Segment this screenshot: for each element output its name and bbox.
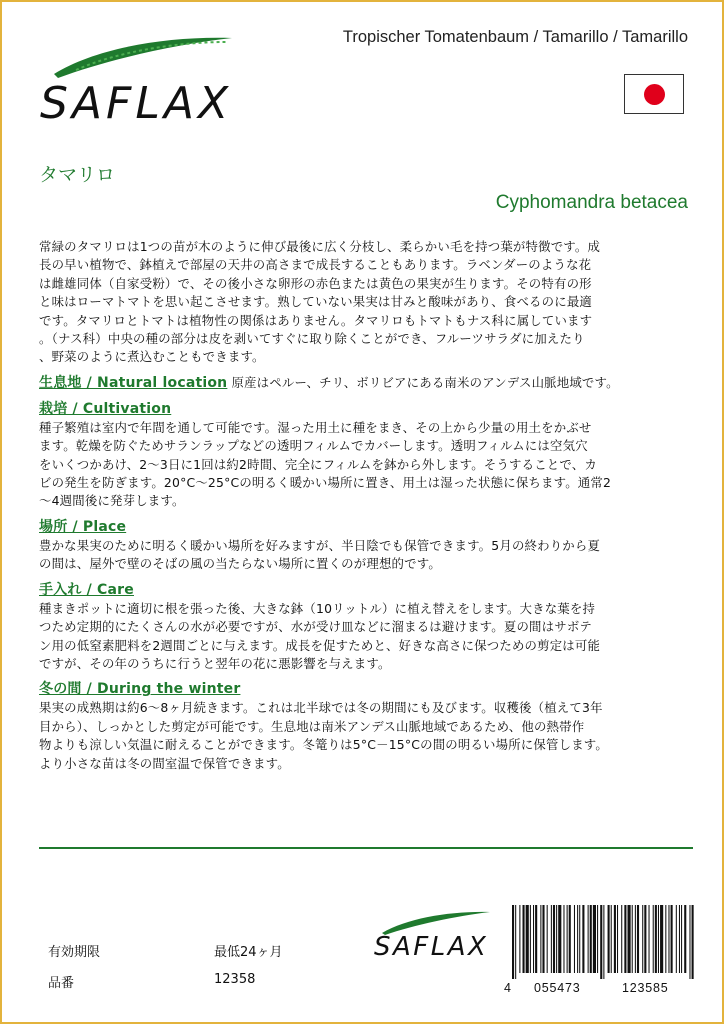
barcode-bar bbox=[588, 905, 589, 973]
expiry-value: 最低24ヶ月 bbox=[214, 945, 283, 960]
barcode-bar bbox=[563, 905, 564, 973]
section-heading-cultivation: 栽培 / Cultivation bbox=[39, 400, 172, 417]
description-body bbox=[39, 238, 695, 773]
header-title: Tropischer Tomatenbaum / Tamarillo / Tamarillo bbox=[342, 28, 688, 46]
section-text-care: 種まきポットに適切に根を張った後、大きな鉢（10リットル）に植え替えをします。大きな葉を持 つため定期的にたくさんの水が必要ですが、水が受け皿などに溜まるは避けます。夏の間はサボテ ン用の低窒素肥料を2週間ごとに与えます。成長を促すためと、好きな高さに保つための剪定は可能 ですが、その年のうちに行うと翌年の花に悪影響を与えます。 bbox=[39, 600, 601, 671]
section-winter bbox=[39, 679, 695, 773]
japan-flag-icon bbox=[624, 74, 684, 114]
barcode-bar bbox=[632, 905, 633, 973]
barcode-bar bbox=[542, 905, 544, 973]
barcode-bar bbox=[515, 905, 516, 979]
section-heading-winter: 冬の間 / During the winter bbox=[39, 681, 241, 698]
expiry-label: 有効期限 bbox=[48, 945, 101, 960]
barcode-bar bbox=[567, 905, 568, 973]
barcode-bar bbox=[668, 905, 669, 973]
section-heading-place: 場所 / Place bbox=[39, 518, 127, 535]
barcode-bar bbox=[653, 905, 654, 973]
barcode-bar bbox=[614, 905, 616, 973]
barcode-bar bbox=[611, 905, 612, 973]
barcode-bar bbox=[692, 905, 694, 979]
leaf-swoosh-icon bbox=[36, 30, 246, 80]
ean-barcode bbox=[504, 905, 696, 1001]
barcode-bar bbox=[530, 905, 531, 973]
saflax-logo-footer bbox=[372, 908, 496, 968]
brand-wordmark: SAFLAX bbox=[40, 78, 233, 129]
barcode-bar bbox=[681, 905, 682, 973]
section-text-location: 原産はペルー、チリ、ボリビアにある南米のアンデス山脈地域です。 bbox=[231, 374, 619, 390]
barcode-bar bbox=[590, 905, 592, 973]
barcode-bar bbox=[519, 905, 520, 973]
barcode-bar bbox=[660, 905, 663, 973]
barcode-bar bbox=[649, 905, 650, 973]
barcode-first-digit: 4 bbox=[504, 981, 512, 995]
barcode-bar bbox=[577, 905, 578, 973]
barcode-bar bbox=[603, 905, 604, 979]
barcode-bar bbox=[655, 905, 657, 973]
barcode-bar bbox=[642, 905, 643, 973]
barcode-bar bbox=[553, 905, 555, 973]
barcode-bar bbox=[637, 905, 639, 973]
barcode-bar bbox=[679, 905, 680, 973]
barcode-bar bbox=[558, 905, 561, 973]
barcode-bar bbox=[512, 905, 514, 979]
barcode-bar bbox=[608, 905, 610, 973]
barcode-bar bbox=[582, 905, 584, 973]
barcode-bar bbox=[684, 905, 686, 973]
barcode-bar bbox=[665, 905, 666, 973]
barcode-bar bbox=[635, 905, 636, 973]
barcode-bar bbox=[689, 905, 690, 979]
barcode-bar bbox=[533, 905, 534, 973]
section-text-winter: 果実の成熟期は約6～8ヶ月続きます。これは北半球では冬の期間にも及びます。収穫後（植えて3年 目から）、しっかとした剪定が可能です。生息地は南米アンデス山脈地域であるため、他の熱帯作 物よりも涼しい気温に耐えることができます。冬篭りは5°C－15°Cの間の明るい場所に保管します。 より小さな苗は冬の間室温で保管できます。 bbox=[39, 700, 608, 771]
barcode-bar bbox=[574, 905, 575, 973]
barcode-bar bbox=[621, 905, 622, 973]
barcode-bar bbox=[556, 905, 557, 973]
barcode-bar bbox=[540, 905, 541, 973]
barcode-bar bbox=[535, 905, 537, 973]
section-care bbox=[39, 580, 695, 674]
section-natural-location bbox=[39, 373, 695, 393]
section-cultivation bbox=[39, 399, 695, 511]
barcode-bar bbox=[551, 905, 552, 973]
barcode-bar bbox=[569, 905, 571, 973]
item-number-value: 12358 bbox=[214, 972, 256, 987]
barcode-bar bbox=[579, 905, 580, 973]
section-place bbox=[39, 517, 695, 574]
barcode-bar bbox=[597, 905, 598, 973]
item-number-label: 品番 bbox=[48, 976, 75, 991]
barcode-bar bbox=[658, 905, 659, 973]
barcode-bar bbox=[523, 905, 525, 973]
section-heading-care: 手入れ / Care bbox=[39, 581, 134, 598]
saflax-logo bbox=[36, 30, 246, 129]
barcode-bar bbox=[624, 905, 626, 973]
barcode-bars bbox=[512, 905, 694, 979]
product-name-jp: タマリロ bbox=[39, 164, 116, 186]
brand-wordmark-footer: SAFLAX bbox=[374, 932, 489, 962]
barcode-left-digits: 055473 bbox=[534, 981, 581, 995]
section-heading-location: 生息地 / Natural location bbox=[39, 374, 228, 391]
barcode-bar bbox=[526, 905, 529, 973]
intro-paragraph: 常緑のタマリロは1つの苗が木のように伸び最後に広く分枝し、柔らかい毛を持つ葉が特徴です。成 長の早い植物で、鉢植えで部屋の天井の高さまで成長することもあります。ラベンダーのような花 は雌雄同体（自家受粉）で、その後小さな卵形の赤色または黄色の果実が生ります。その特有の形 と味はローマトマトを思い起こさせます。熟していない果実は甘みと酸味があり、食べるのに最適 です。タマリロとトマトは植物性の関係はありません。タマリロもトマトもナス科に属しています 。（ナス科）中央の種の部分は皮を剥いてすぐに取り除くことができ、フルーツサラダに加えたり 、野菜のように煮込むこともできます。 bbox=[39, 239, 601, 365]
barcode-bar bbox=[593, 905, 596, 973]
barcode-bar bbox=[671, 905, 673, 973]
footer-divider bbox=[39, 847, 693, 849]
barcode-bar bbox=[600, 905, 602, 979]
flag-red-disc bbox=[644, 84, 665, 105]
barcode-bar bbox=[676, 905, 677, 973]
barcode-bar bbox=[617, 905, 618, 973]
barcode-bar bbox=[547, 905, 548, 973]
barcode-bar bbox=[628, 905, 631, 973]
product-latin-name: Cyphomandra betacea bbox=[495, 192, 688, 213]
section-text-cultivation: 種子繁殖は室内で年間を通して可能です。湿った用土に種をまき、その上から少量の用土をかぶせ ます。乾燥を防ぐためサランラップなどの透明フィルムでカバーします。透明フィルムには空気穴 をいくつかあけ、2～3日に1回は約2時間、完全にフィルムを鉢から外します。そうすることで、カ ビの発生を防ぎます。20°C～25°Cの明るく暖かい場所に置き、用土は湿った状態に保ちます。通常2 ～4週間後に発芽します。 bbox=[39, 419, 612, 509]
barcode-right-digits: 123585 bbox=[622, 981, 669, 995]
barcode-bar bbox=[644, 905, 646, 973]
section-text-place: 豊かな果実のために明るく暖かい場所を好みますが、半日陰でも保管できます。5月の終わりから夏 の間は、屋外で壁のそばの風の当たらない場所に置くのが理想的です。 bbox=[39, 537, 601, 572]
